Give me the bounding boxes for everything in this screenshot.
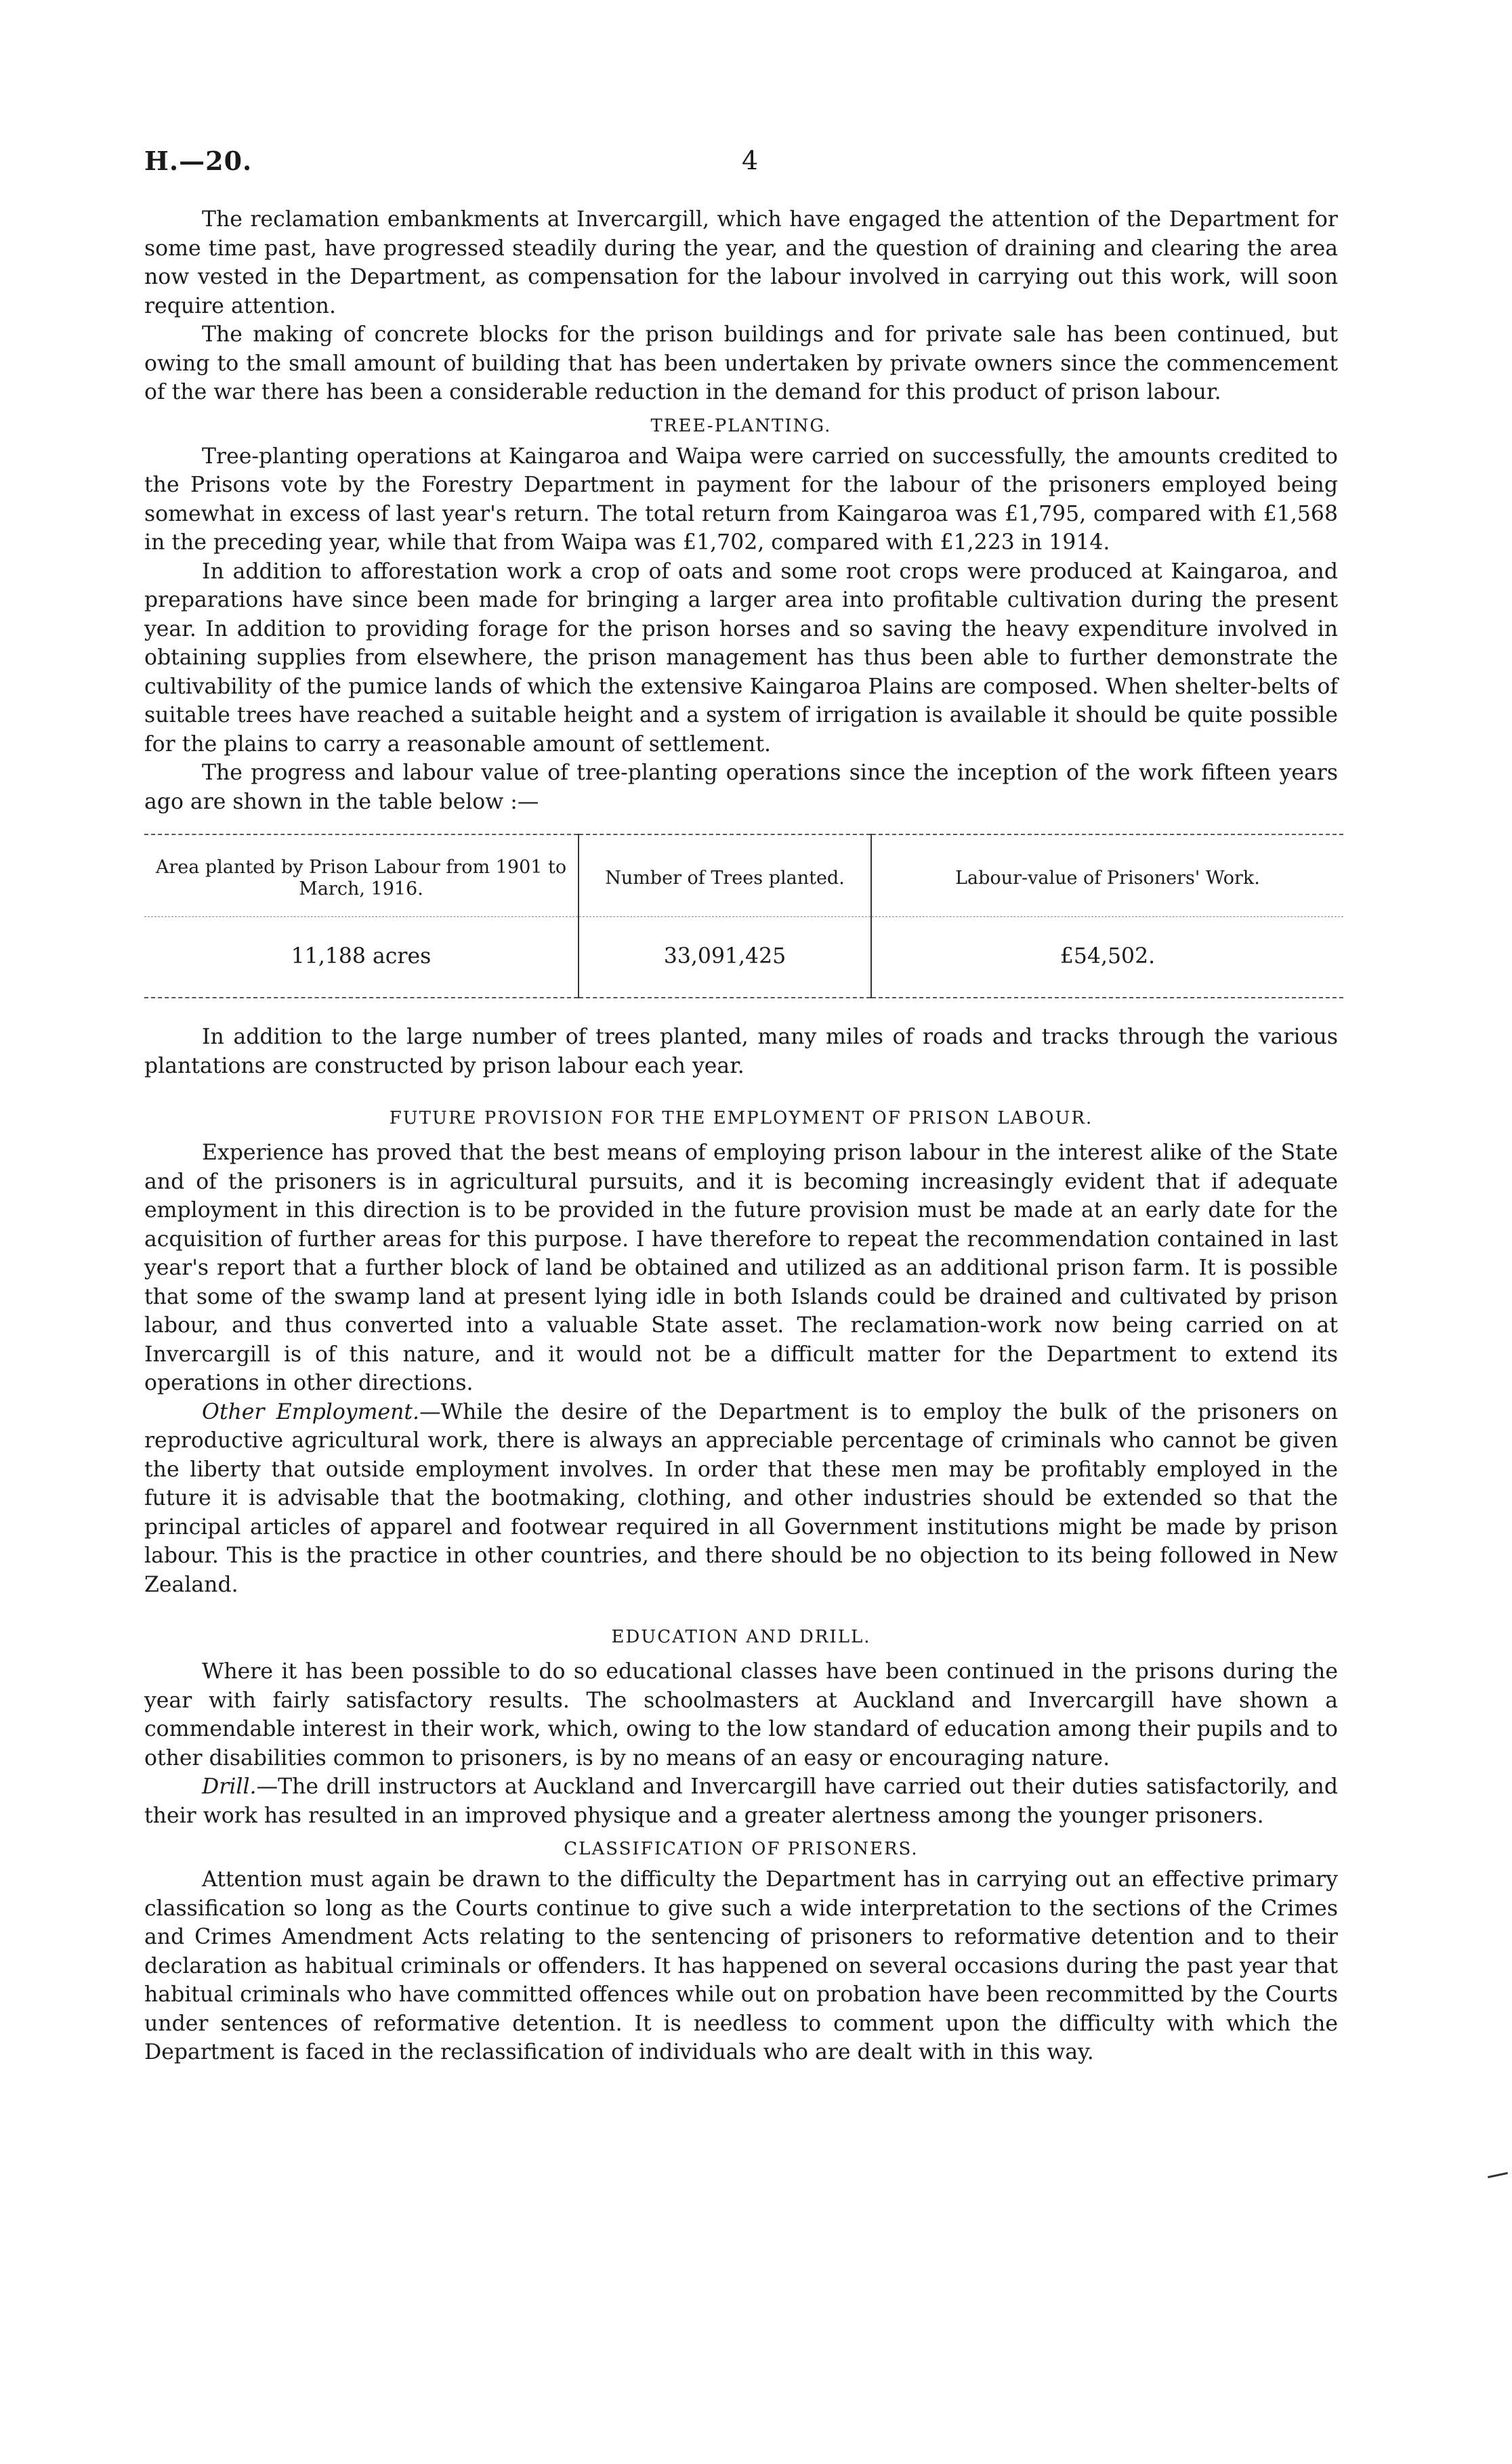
margin-mark <box>1488 2172 1508 2178</box>
section-heading-classification: CLASSIFICATION OF PRISONERS. <box>564 1839 919 1859</box>
paragraph-other-employment <box>144 1398 1338 1600</box>
table-header-area: Area planted by Prison Labour from 1901 to March, 1916. <box>144 834 579 917</box>
paragraph-tree-planting-returns: Tree-planting operations at Kaingaroa and Waipa were carried on successfully, the amounts credited to the Prisons vote by the Forestry Department in payment for the labour of the prisoners employed being somewhat in excess of last year's return. The total return from Kaingaroa was £1,795, compared with £1,568 in the preceding year, while that from Waipa was £1,702, compared with £1,223 in 1914. <box>144 444 1338 555</box>
table-cell-area: 11,188 acres <box>144 917 579 998</box>
paragraph-drill <box>144 1772 1338 1830</box>
drill-text: —The drill instructors at Auckland and Invercargill have carried out their duties satisfactorily, and their work has resulted in an improved physique and a greater alertness among the younger prisoners. <box>144 1775 1338 1828</box>
paragraph-educational-classes: Where it has been possible to do so educational classes have been continued in the prisons during the year with fairly satisfactory results. The schoolmasters at Auckland and Invercargill have shown a commendable interest in their work, which, owing to the low standard of education among their pupils and to other disabilities common to prisoners, is by no means of an easy or encouraging nature. <box>144 1659 1338 1770</box>
other-employment-text: —While the desire of the Department is to employ the bulk of the prisoners on reproductive agricultural work, there is always an appreciable percentage of criminals who cannot be given the liberty that outside employment involves. In order that these men may be profitably employed in the future it is advisable that the bootmaking, clothing, and other industries should be extended so that the principal articles of apparel and footwear required in all Government institutions might be made by prison labour. This is the practice in other countries, and there should be no objection to its being followed in New Zealand. <box>144 1399 1338 1597</box>
drill-lead: Drill. <box>202 1775 257 1799</box>
document-page <box>144 146 1338 2067</box>
page-number: 4 <box>742 146 759 175</box>
paragraph-concrete-blocks: The making of concrete blocks for the prison buildings and for private sale has been continued, but owing to the small amount of building that has been undertaken by private owners since the commencement of the war there has been a considerable reduction in the demand for this product of prison labour. <box>144 322 1338 404</box>
table-row <box>144 917 1343 998</box>
table-cell-trees: 33,091,425 <box>579 917 871 998</box>
section-heading-tree-planting: TREE-PLANTING. <box>650 415 832 436</box>
paragraph-afforestation: In addition to afforestation work a crop of oats and some root crops were produced at Kaingaroa, and preparations have since been made for bringing a larger area into profitable cultivation during the present year. In addition to providing forage for the prison horses and so saving the heavy expenditure involved in obtaining supplies from elsewhere, the prison management has thus been able to further demonstrate the cultivability of the pumice lands of which the extensive Kaingaroa Plains are composed. When shelter-belts of suitable trees have reached a suitable height and a system of irrigation is available it should be quite possible for the plains to carry a reasonable amount of settlement. <box>144 559 1338 757</box>
section-heading-education: EDUCATION AND DRILL. <box>611 1627 871 1647</box>
table-header-trees: Number of Trees planted. <box>579 834 871 917</box>
paragraph-reclamation: The reclamation embankments at Invercargill, which have engaged the attention of the Department for some time past, have progressed steadily during the year, and the question of draining and clearing the area now vested in the Department, as compensation for the labour involved in carrying out this work, will soon require attention. <box>144 207 1338 318</box>
table-header-labour-value: Labour-value of Prisoners' Work. <box>871 834 1343 917</box>
page-header <box>144 146 1338 186</box>
paragraph-agricultural-pursuits: Experience has proved that the best means of employing prison labour in the interest alike of the State and of the prisoners is in agricultural pursuits, and it is becoming increasingly evident that if adequate employment in this direction is to be provided in the future provision must be made at an early date for the acquisition of further areas for this purpose. I have therefore to repeat the recommendation contained in last year's report that a further block of land be obtained and utilized as an additional prison farm. It is possible that some of the swamp land at present lying idle in both Islands could be drained and cultivated by prison labour, and thus converted into a valuable State asset. The reclamation-work now being carried on at Invercargill is of this nature, and it would not be a difficult matter for the Department to extend its operations in other directions. <box>144 1141 1338 1395</box>
paragraph-classification: Attention must again be drawn to the difficulty the Department has in carrying out an effective primary classification so long as the Courts continue to give such a wide interpretation to the sections of the Crimes and Crimes Amendment Acts relating to the sentencing of prisoners to reformative detention and to their declaration as habitual criminals or offenders. It has happened on several occasions during the past year that habitual criminals who have committed offences while out on probation have been recommitted by the Courts under sentences of reformative detention. It is needless to comment upon the difficulty with which the Department is faced in the reclassification of individuals who are dealt with in this way. <box>144 1867 1338 2064</box>
document-reference: H.—20. <box>144 146 253 176</box>
paragraph-roads-tracks: In addition to the large number of trees planted, many miles of roads and tracks through the various plantations are constructed by prison labour each year. <box>144 1025 1338 1078</box>
tree-planting-table <box>144 834 1343 998</box>
paragraph-table-intro: The progress and labour value of tree-planting operations since the inception of the work fifteen years ago are shown in the table below :— <box>144 761 1338 814</box>
section-heading-future-provision: FUTURE PROVISION FOR THE EMPLOYMENT OF PRISON LABOUR. <box>389 1108 1093 1128</box>
table-cell-labour-value: £54,502. <box>1059 944 1156 969</box>
other-employment-lead: Other Employment. <box>202 1399 420 1424</box>
table-header-row <box>144 834 1343 917</box>
